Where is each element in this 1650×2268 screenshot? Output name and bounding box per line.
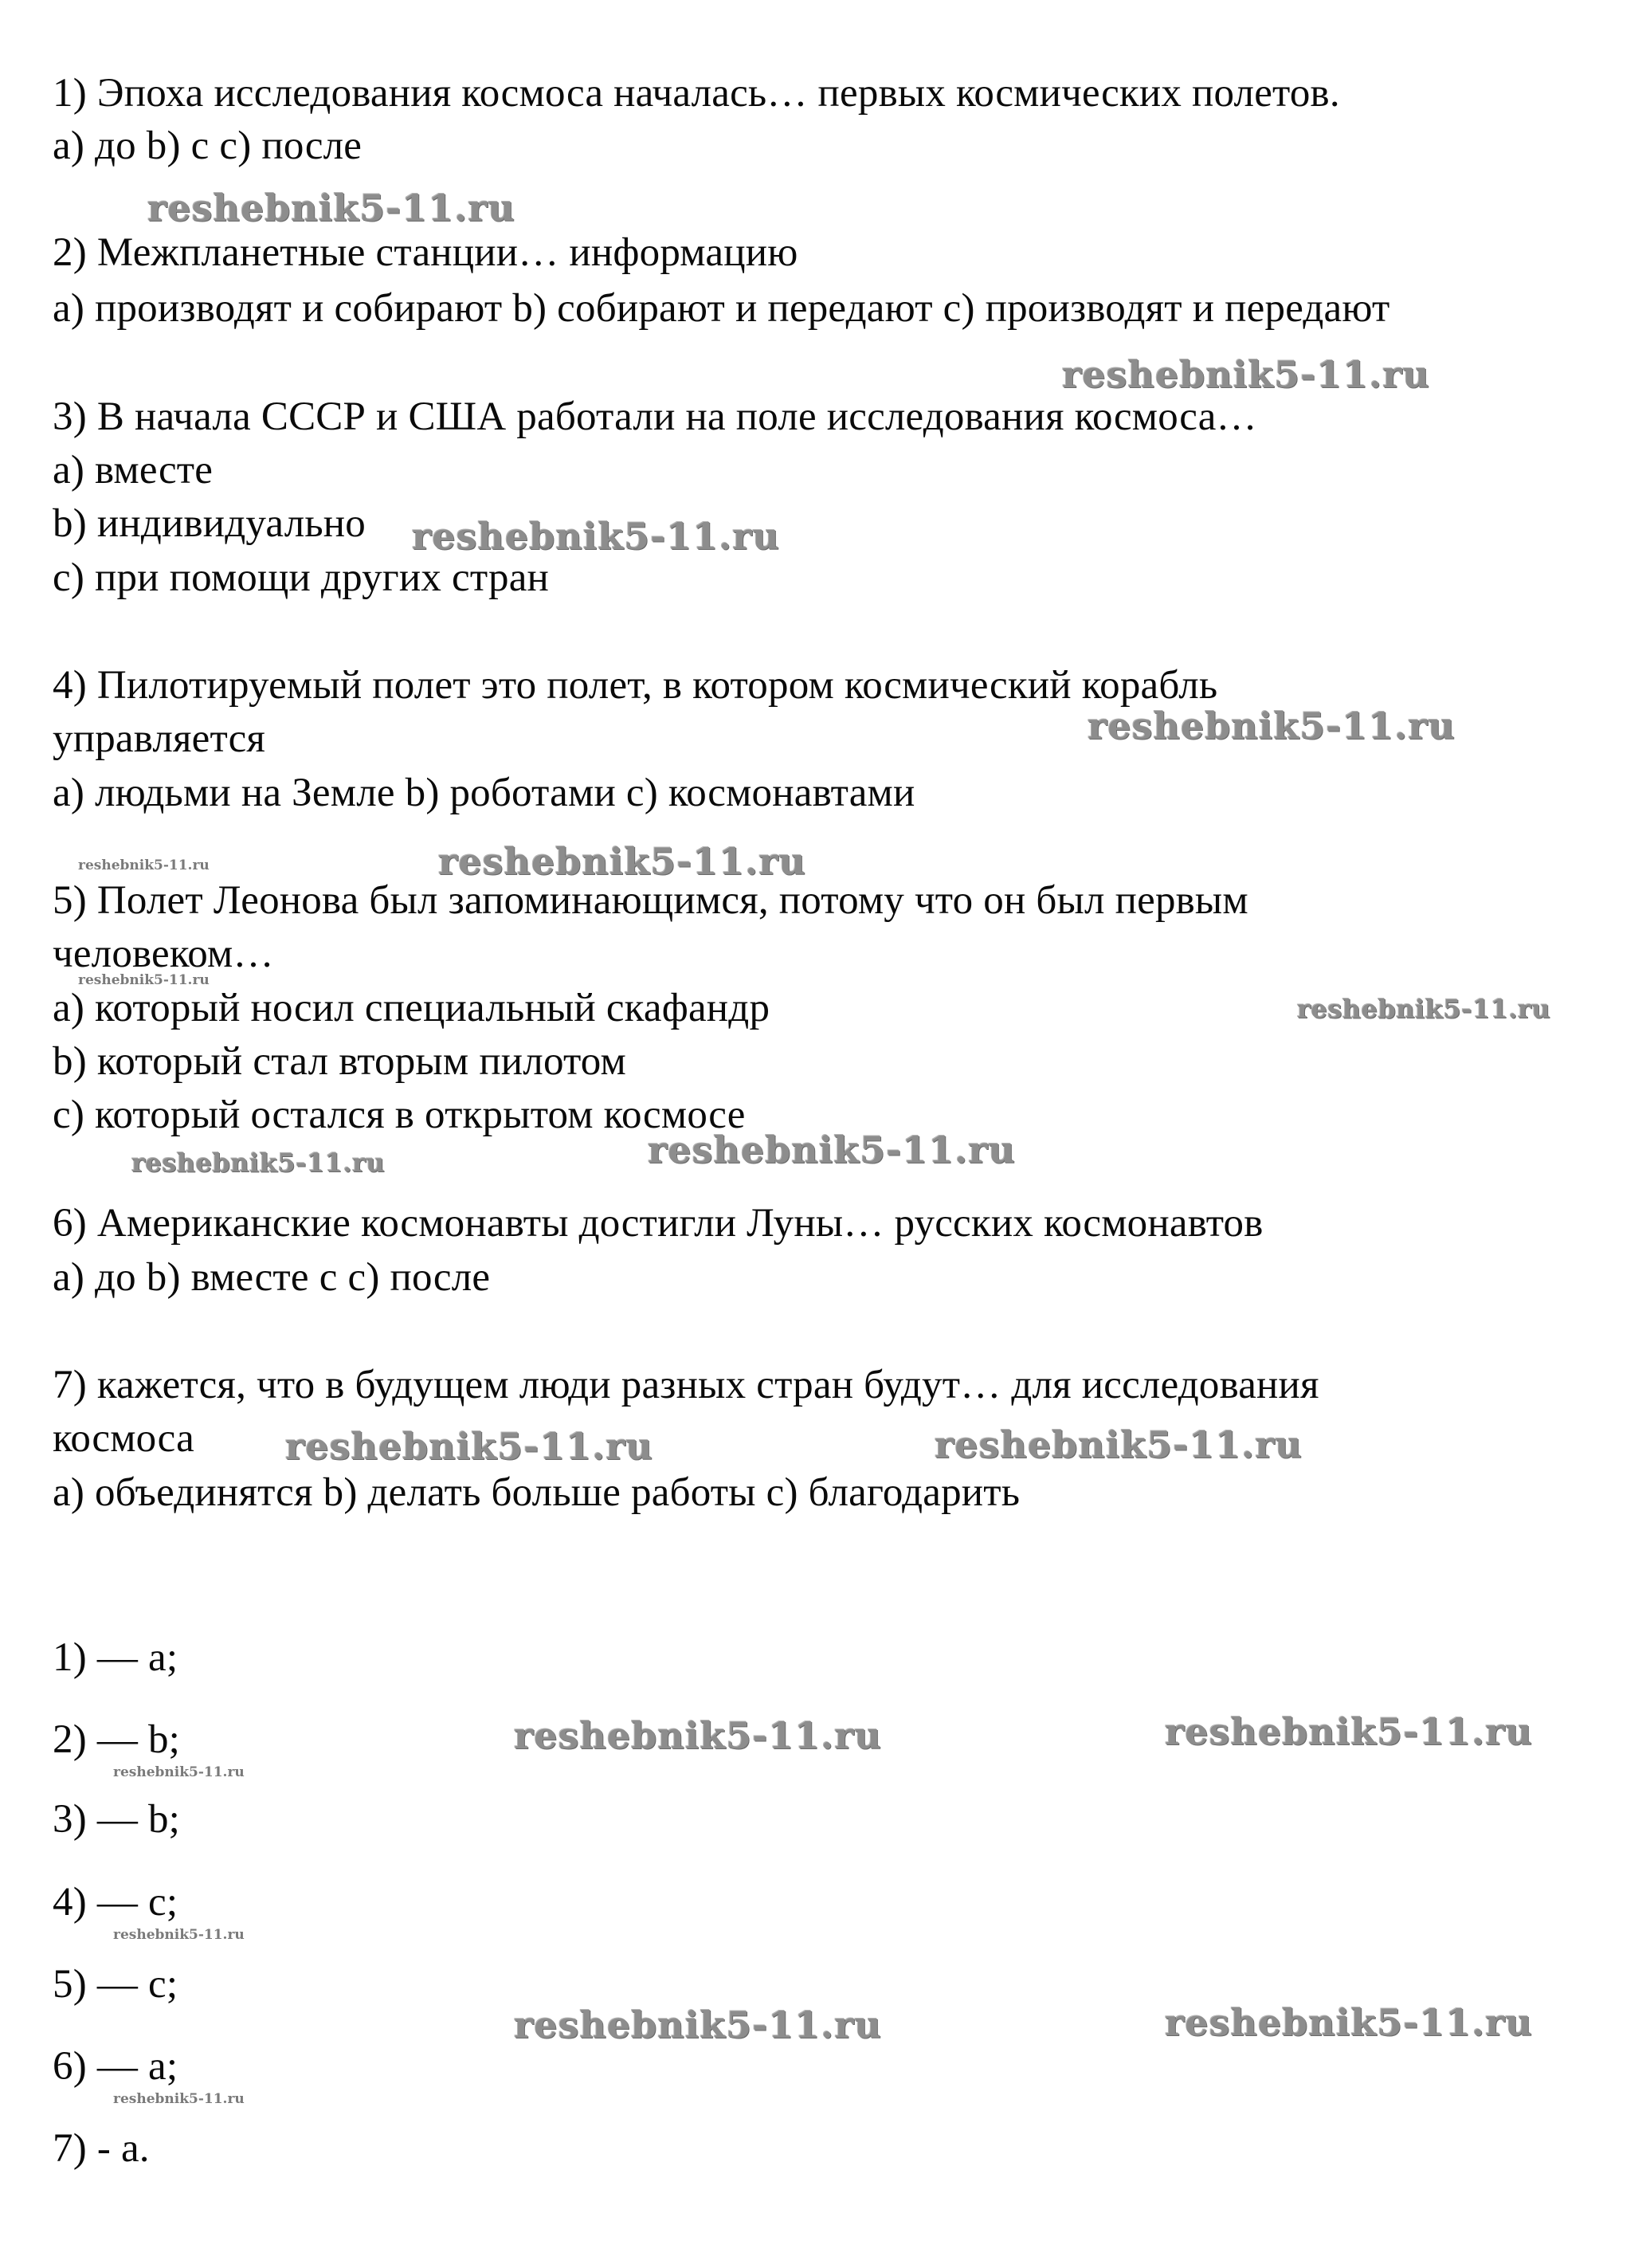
watermark: reshebnik5-11.ru	[147, 186, 515, 230]
answer-3: 3) — b;	[53, 1797, 181, 1842]
watermark: reshebnik5-11.ru	[78, 857, 210, 873]
answer-4: 4) — c;	[53, 1880, 178, 1925]
answer-2: 2) — b;	[53, 1717, 181, 1762]
answer-1: 1) — a;	[53, 1635, 178, 1680]
question-7-text-line-1: 7) кажется, что в будущем люди разных стран будут… для исследования	[53, 1363, 1319, 1407]
question-3-option-b: b) индивидуально	[53, 501, 366, 546]
question-5-option-c: c) который остался в открытом космосе	[53, 1093, 746, 1137]
question-5-option-a: a) который носил специальный скафандр	[53, 986, 770, 1030]
question-6-options: a) до b) вместе с c) после	[53, 1255, 491, 1300]
question-7-text-line-2: космоса	[53, 1416, 194, 1461]
question-4-options: a) людьми на Земле b) роботами c) космонавтами	[53, 771, 915, 815]
watermark: reshebnik5-11.ru	[648, 1128, 1016, 1171]
answer-6: 6) — a;	[53, 2044, 178, 2089]
question-2-options: a) производят и собирают b) собирают и передают c) производят и передают	[53, 286, 1390, 331]
question-7-options: a) объединятся b) делать больше работы c) благодарить	[53, 1470, 1021, 1515]
watermark: reshebnik5-11.ru	[1297, 994, 1551, 1024]
question-6-text: 6) Американские космонавты достигли Луны… русских космонавтов	[53, 1201, 1264, 1246]
watermark: reshebnik5-11.ru	[514, 1714, 882, 1757]
watermark: reshebnik5-11.ru	[1088, 704, 1456, 747]
watermark: reshebnik5-11.ru	[438, 840, 806, 883]
watermark: reshebnik5-11.ru	[1165, 2001, 1533, 2044]
watermark: reshebnik5-11.ru	[285, 1425, 653, 1468]
watermark: reshebnik5-11.ru	[131, 1148, 386, 1178]
watermark: reshebnik5-11.ru	[935, 1423, 1303, 1466]
question-3-text: 3) В начала СССР и США работали на поле исследования космоса…	[53, 394, 1257, 439]
question-1-text: 1) Эпоха исследования космоса началась… первых космических полетов.	[53, 71, 1340, 116]
watermark: reshebnik5-11.ru	[113, 1927, 245, 1943]
question-3-option-a: a) вместе	[53, 448, 214, 492]
question-3-option-c: c) при помощи других стран	[53, 555, 550, 600]
watermark: reshebnik5-11.ru	[1165, 1710, 1533, 1753]
question-4-text-line-1: 4) Пилотируемый полет это полет, в котором космический корабль	[53, 663, 1218, 708]
question-1-options: a) до b) с c) после	[53, 124, 363, 168]
watermark: reshebnik5-11.ru	[113, 1764, 245, 1780]
question-2-text: 2) Межпланетные станции… информацию	[53, 230, 798, 275]
watermark: reshebnik5-11.ru	[1062, 353, 1430, 396]
question-4-text-line-2: управляется	[53, 716, 266, 761]
watermark: reshebnik5-11.ru	[113, 2091, 245, 2107]
watermark: reshebnik5-11.ru	[412, 515, 780, 558]
watermark: reshebnik5-11.ru	[78, 972, 210, 988]
answer-7: 7) - a.	[53, 2126, 150, 2171]
answer-5: 5) — c;	[53, 1962, 178, 2007]
question-5-text-line-1: 5) Полет Леонова был запоминающимся, потому что он был первым	[53, 878, 1248, 923]
watermark: reshebnik5-11.ru	[514, 2003, 882, 2046]
question-5-option-b: b) который стал вторым пилотом	[53, 1039, 626, 1084]
question-5-text-line-2: человеком…	[53, 932, 274, 976]
